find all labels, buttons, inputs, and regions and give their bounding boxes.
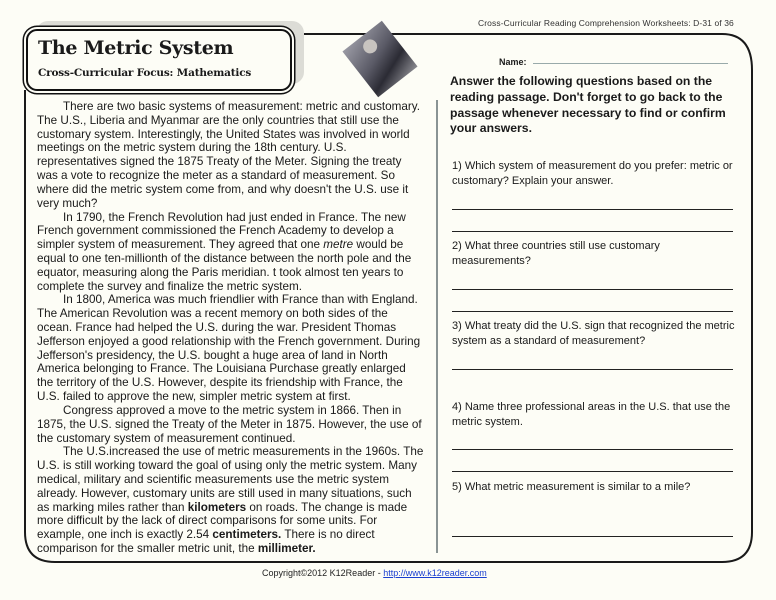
question-5: 5) What metric measurement is similar to a mile? [452,481,691,493]
photo-child-head [360,37,380,57]
answer-line-5[interactable] [452,536,733,537]
answer-line-4a[interactable] [452,449,733,450]
passage-paragraph [37,293,425,404]
answer-line-1a[interactable] [452,209,733,210]
question-1: 1) Which system of measurement do you prefer: metric or customary? Explain your answer. [452,160,733,187]
answer-line-2b[interactable] [452,311,733,312]
question-2: 2) What three countries still use customary measurements? [452,240,660,267]
passage-paragraph [37,100,425,211]
passage-text: on roads. The change is made more difficult by the lack of direct comparisons for some units. For example, one inch is exactly 2.54 [37,500,408,542]
passage-text: Congress approved a move to the metric system in 1866. Then in 1875, the U.S. signed the Treaty of the Meter in 1875. However, the use of the customary system of measurement continued. [37,403,422,445]
footer [262,568,487,578]
italic-term: metre [323,238,354,252]
passage-text: There is no direct comparison for the smaller metric unit, the [37,528,375,555]
question-4: 4) Name three professional areas in the U.S. that use the metric system. [452,401,731,428]
question-3: 3) What treaty did the U.S. sign that recognized the metric system as a standard of measurement? [452,320,735,347]
passage-text: would be equal to one ten-millionth of the distance between the north pole and the equator, measuring along the Paris meridian. t took almost ten years to complete the survey and finalize the metric system. [37,238,412,293]
answer-line-4b[interactable] [452,471,733,472]
reading-passage [37,100,425,556]
bold-term: kilometers [187,500,247,514]
title-box [26,29,292,91]
passage-text: In 1790, the French Revolution had just ended in France. The new French government commissioned the French Academy to develop a simpler system of measurement. They agreed that one [37,210,406,252]
bold-term: millimeter. [257,542,316,555]
page-subtitle: Cross-Curricular Focus: Mathematics [38,67,252,79]
instructions: Answer the following questions based on the reading passage. Don't forget to go back to the passage whenever necessary to find or confirm your answers. [450,74,726,136]
name-label: Name: [499,57,527,67]
passage-paragraph [37,445,425,556]
answer-line-3[interactable] [452,369,733,370]
column-divider [436,100,438,553]
worksheet-series-label: Cross-Curricular Reading Comprehension Worksheets: D-31 of 36 [478,18,734,28]
passage-paragraph [37,404,425,445]
passage-paragraph [37,211,425,294]
answer-line-1b[interactable] [452,231,733,232]
answer-line-2a[interactable] [452,289,733,290]
bold-term: centimeters. [212,528,282,542]
k12reader-link[interactable]: http://www.k12reader.com [383,568,487,578]
page-title: The Metric System [38,37,234,59]
name-input[interactable] [533,63,728,64]
copyright-text: Copyright©2012 K12Reader - [262,568,384,578]
passage-text: There are two basic systems of measurement: metric and customary. The U.S., Liberia and Myanmar are the only countries that still use the customary system. Interestingly, the United States was involved in world meetings on the metric system during the 18th century. U.S. representatives signed the 1875 Treaty of the Meter. Signing the treaty was a vote to recognize the meter as a standard of measurement. So where did the metric system come from, and why doesn't the U.S. use it very much? [37,100,421,210]
passage-text: In 1800, America was much friendlier with France than with England. The American Revolution was a recent memory on both sides of the ocean. France had helped the U.S. during the war. President Thomas Jefferson enjoyed a good relationship with the French government. During Jefferson's presidency, the U.S. bought a huge area of land in North America belonging to France. The Louisiana Purchase greatly enlarged the territory of the U.S. However, despite its friendship with France, the U.S. failed to approve the new, simpler metric system at first. [37,293,421,404]
passage-text: The U.S.increased the use of metric measurements in the 1960s. The U.S. is still working toward the goal of using only the metric system. Many medical, military and scientific measurements use the metric system already. However, customary units are still used in many situations, such as marking miles rather than [37,445,424,514]
